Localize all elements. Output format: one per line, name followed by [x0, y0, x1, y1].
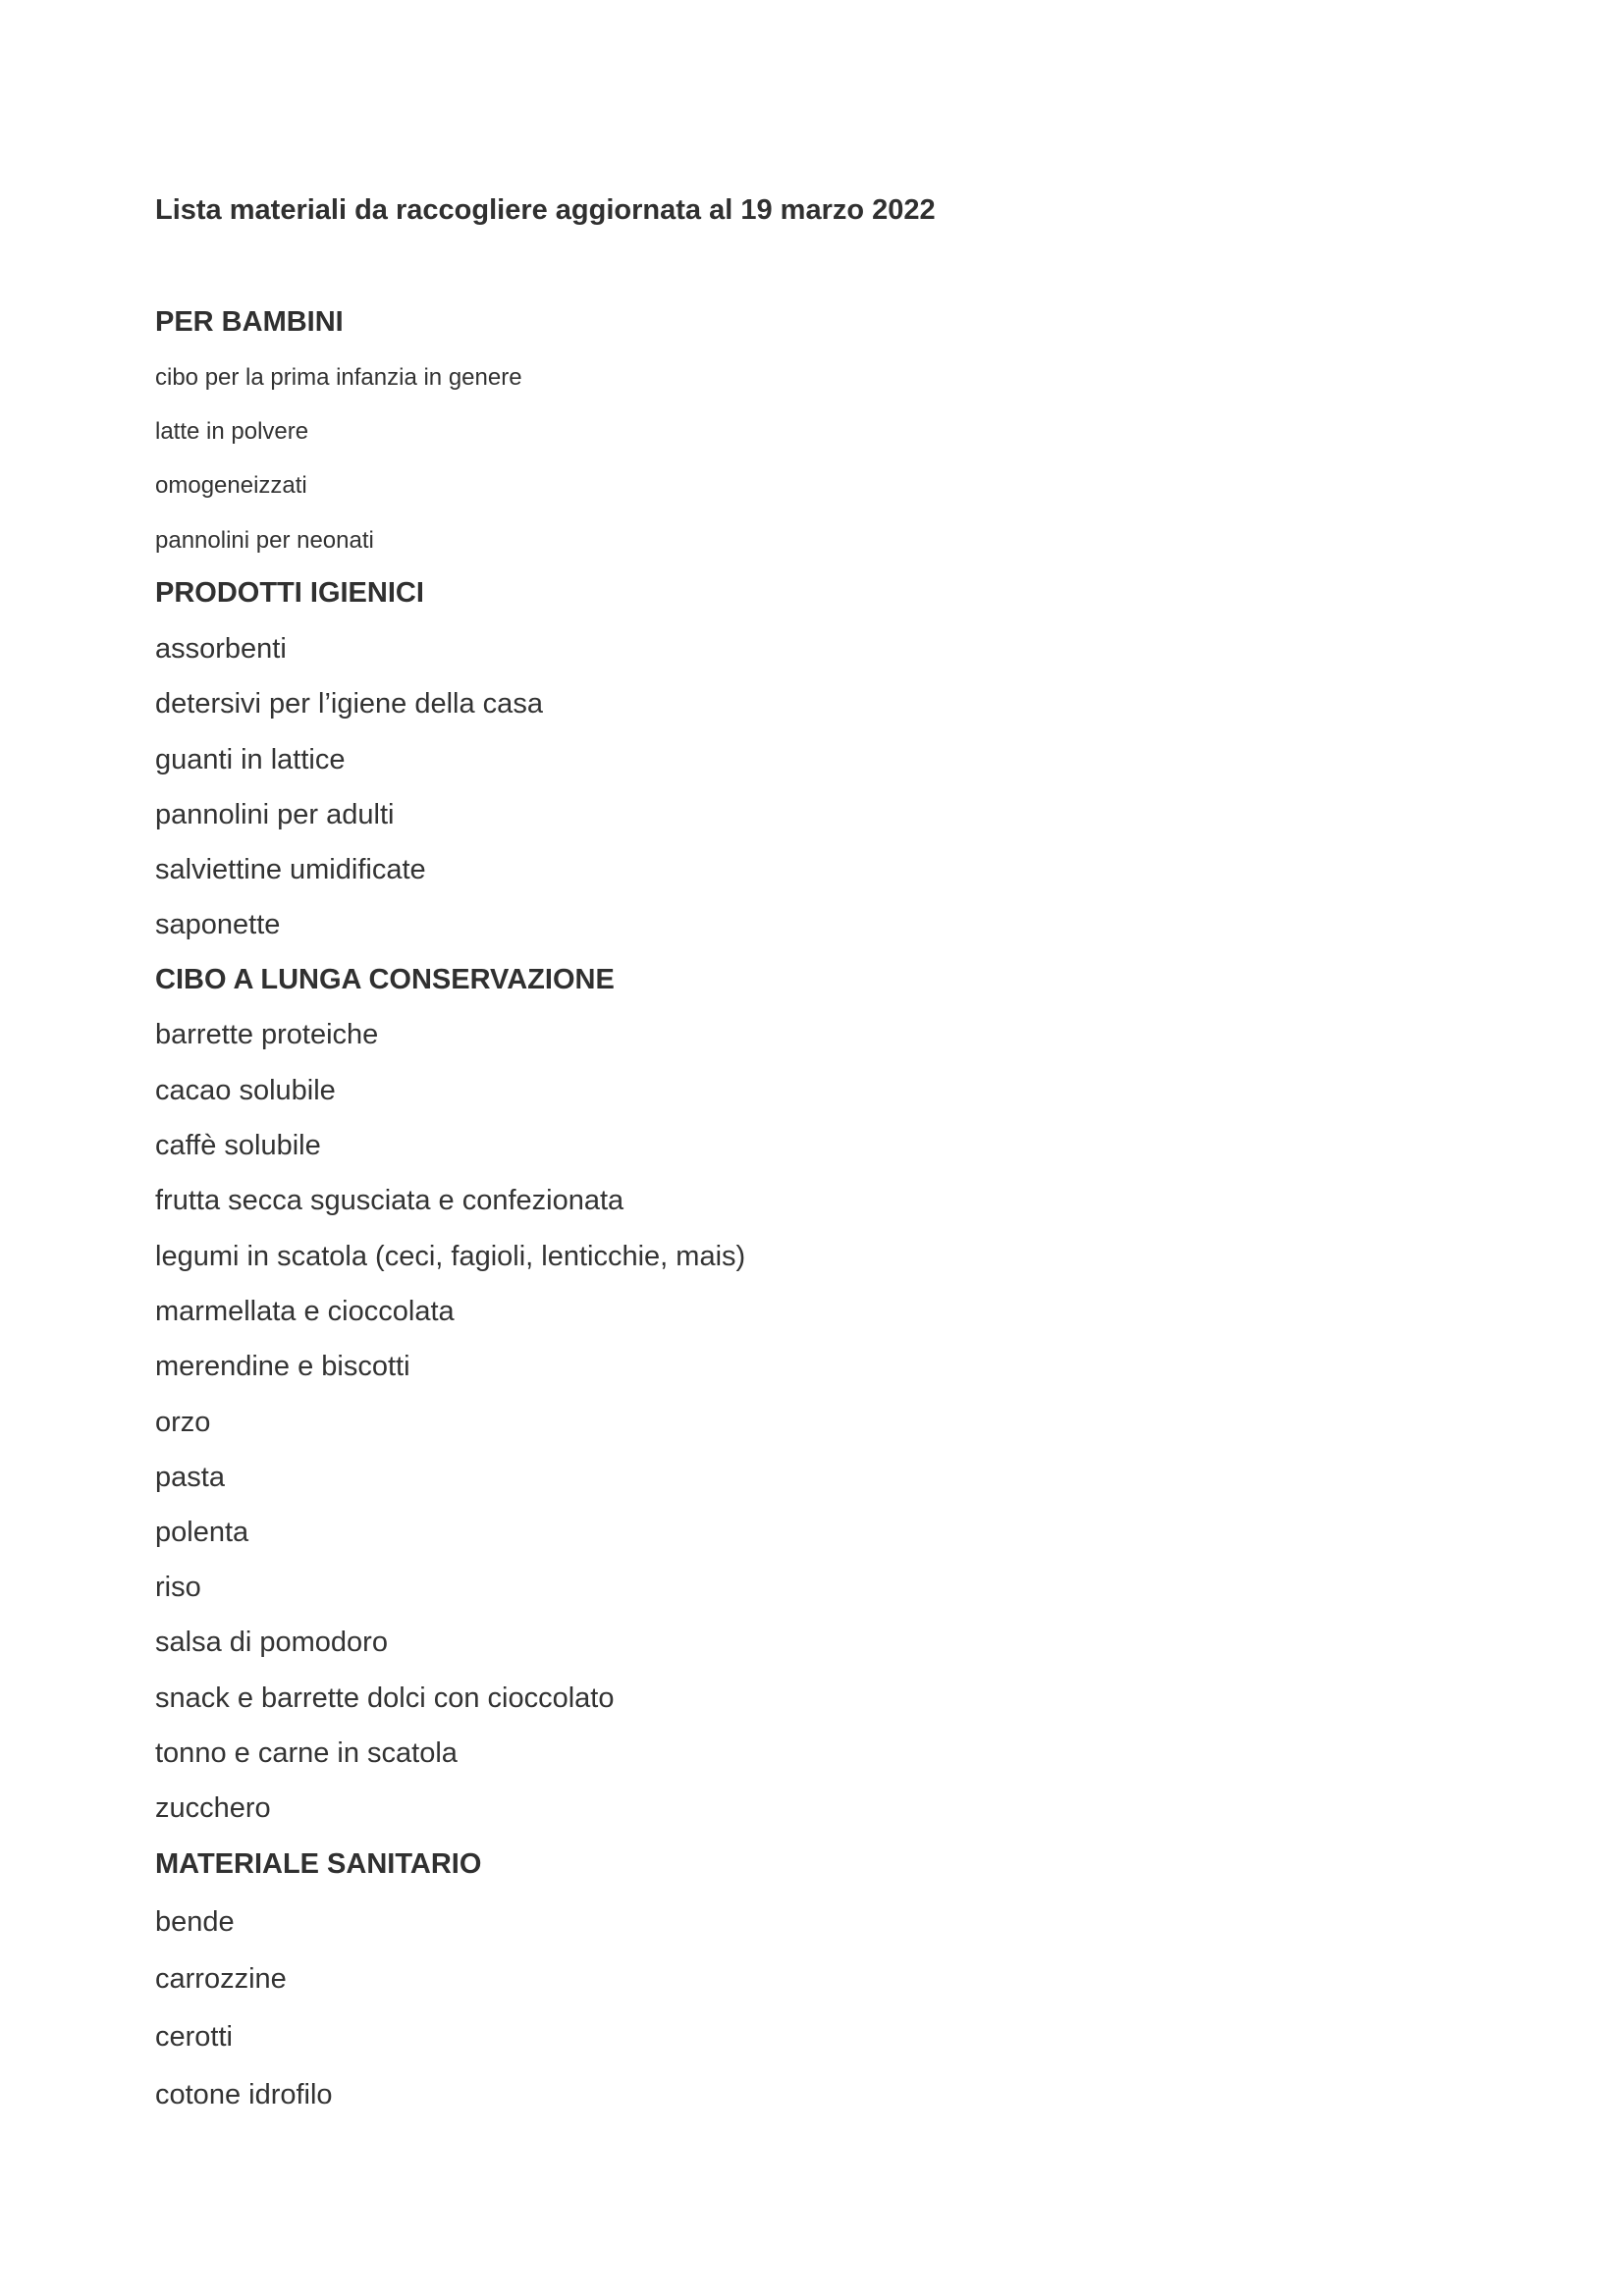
list-item: guanti in lattice	[155, 744, 346, 775]
list-item: salviettine umidificate	[155, 854, 426, 885]
list-item: tonno e carne in scatola	[155, 1737, 458, 1769]
list-item: bende	[155, 1906, 235, 1938]
list-item: omogeneizzati	[155, 472, 307, 499]
list-item: caffè solubile	[155, 1130, 321, 1161]
list-item: cotone idrofilo	[155, 2079, 333, 2110]
list-item: zucchero	[155, 1792, 271, 1824]
list-item: cibo per la prima infanzia in genere	[155, 364, 522, 391]
list-item: legumi in scatola (ceci, fagioli, lenticchie, mais)	[155, 1241, 746, 1272]
section-heading-cibo-a-lunga-conservazione: CIBO A LUNGA CONSERVAZIONE	[155, 964, 615, 995]
section-heading-materiale-sanitario: MATERIALE SANITARIO	[155, 1848, 482, 1880]
list-item: frutta secca sgusciata e confezionata	[155, 1185, 624, 1216]
list-item: pasta	[155, 1462, 225, 1493]
list-item: merendine e biscotti	[155, 1351, 410, 1382]
list-item: saponette	[155, 909, 281, 940]
list-item: cerotti	[155, 2021, 233, 2053]
list-item: polenta	[155, 1517, 249, 1548]
list-item: latte in polvere	[155, 418, 309, 445]
list-item: pannolini per neonati	[155, 527, 374, 554]
list-item: assorbenti	[155, 633, 287, 665]
list-item: pannolini per adulti	[155, 799, 395, 830]
list-item: riso	[155, 1572, 201, 1603]
list-item: salsa di pomodoro	[155, 1627, 388, 1658]
list-item: carrozzine	[155, 1963, 287, 1995]
list-item: detersivi per l’igiene della casa	[155, 688, 543, 720]
document-title: Lista materiali da raccogliere aggiornata al 19 marzo 2022	[155, 194, 936, 226]
list-item: marmellata e cioccolata	[155, 1296, 455, 1327]
list-item: orzo	[155, 1407, 211, 1438]
list-item: snack e barrette dolci con cioccolato	[155, 1682, 615, 1714]
list-item: barrette proteiche	[155, 1019, 379, 1050]
list-item: cacao solubile	[155, 1075, 336, 1106]
section-heading-prodotti-igienici: PRODOTTI IGIENICI	[155, 577, 424, 609]
section-heading-per-bambini: PER BAMBINI	[155, 306, 344, 338]
